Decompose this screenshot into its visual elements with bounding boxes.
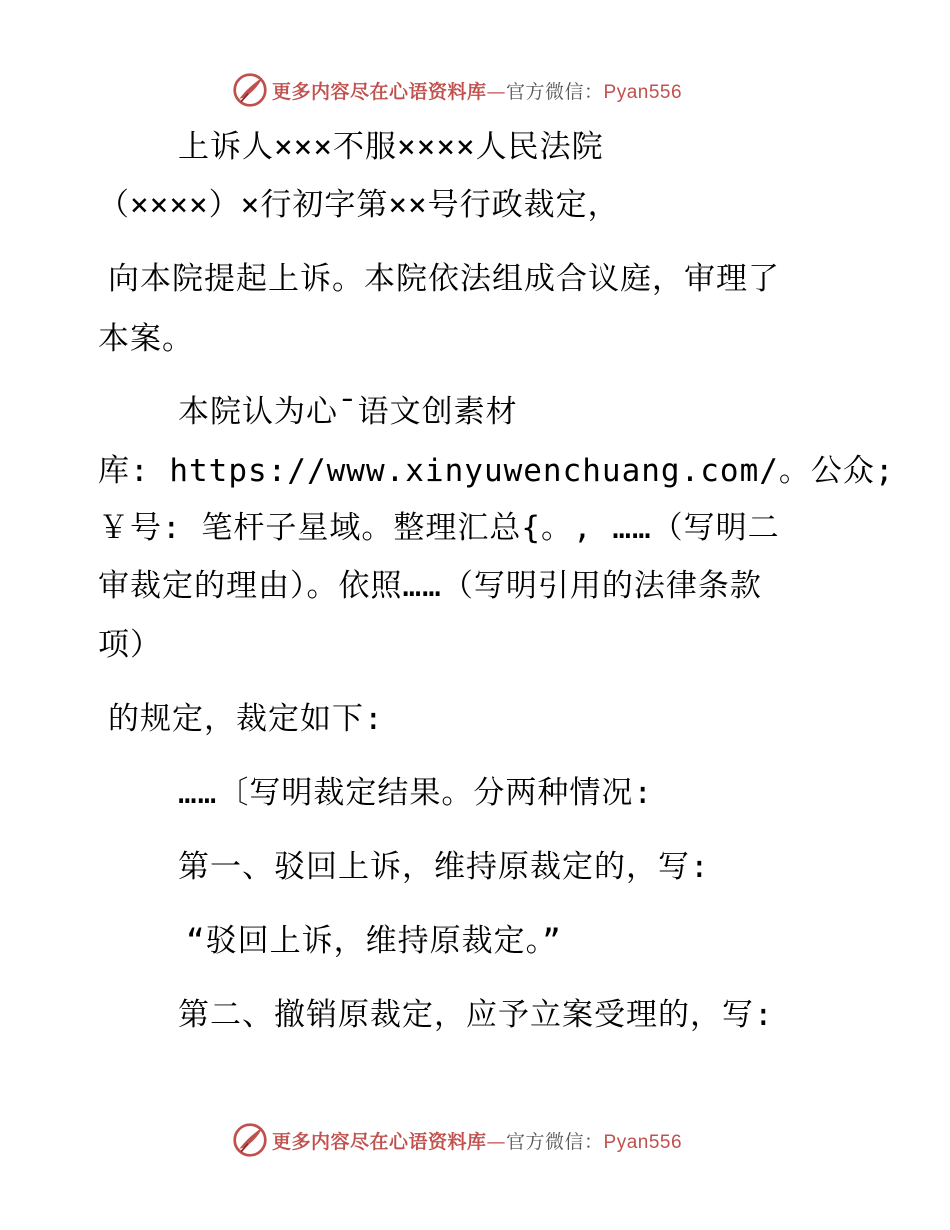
header-watermark-banner — [232, 70, 682, 110]
paragraph-line: （××××）×行初字第××号行政裁定， — [98, 187, 620, 223]
paragraph-line: ……〔写明裁定结果。分两种情况: — [178, 775, 653, 811]
quill-pen-logo-icon — [232, 1122, 268, 1158]
banner-dash: — — [486, 1130, 507, 1153]
banner-wechat-label: 官方微信： — [506, 80, 604, 103]
paragraph-line: 审裁定的理由）。依照……（写明引用的法律条款 — [98, 568, 762, 604]
quill-pen-logo-icon — [232, 72, 268, 108]
footer-watermark-banner — [232, 1120, 682, 1160]
paragraph-line: 第一、驳回上诉，维持原裁定的，写: — [178, 849, 710, 885]
banner-dash: — — [486, 80, 507, 103]
paragraph-line: “驳回上诉，维持原裁定。” — [186, 923, 562, 959]
paragraph-line: 本案。 — [98, 321, 194, 357]
banner-wechat-id: Pyan556 — [603, 1131, 683, 1153]
paragraph-line: 项） — [98, 627, 162, 663]
paragraph-line: 上诉人×××不服××××人民法院 — [178, 129, 604, 165]
paragraph-line: 向本院提起上诉。本院依法组成合议庭，审理了 — [108, 261, 780, 297]
banner-wechat-id: Pyan556 — [603, 81, 683, 103]
paragraph-line: ￥号: 笔杆子星域。整理汇总{。, ……（写明二 — [98, 510, 780, 546]
paragraph-line: 本院认为心¯语文创素材 — [178, 394, 518, 430]
banner-title: 更多内容尽在心语资料库 — [272, 80, 487, 103]
banner-title: 更多内容尽在心语资料库 — [272, 1130, 487, 1153]
paragraph-line: 第二、撤销原裁定，应予立案受理的，写: — [178, 997, 774, 1033]
paragraph-line: 库: https://www.xinyuwenchuang.com/。公众; — [98, 453, 895, 489]
paragraph-line: 的规定，裁定如下: — [108, 701, 384, 737]
banner-wechat-label: 官方微信： — [506, 1130, 604, 1153]
